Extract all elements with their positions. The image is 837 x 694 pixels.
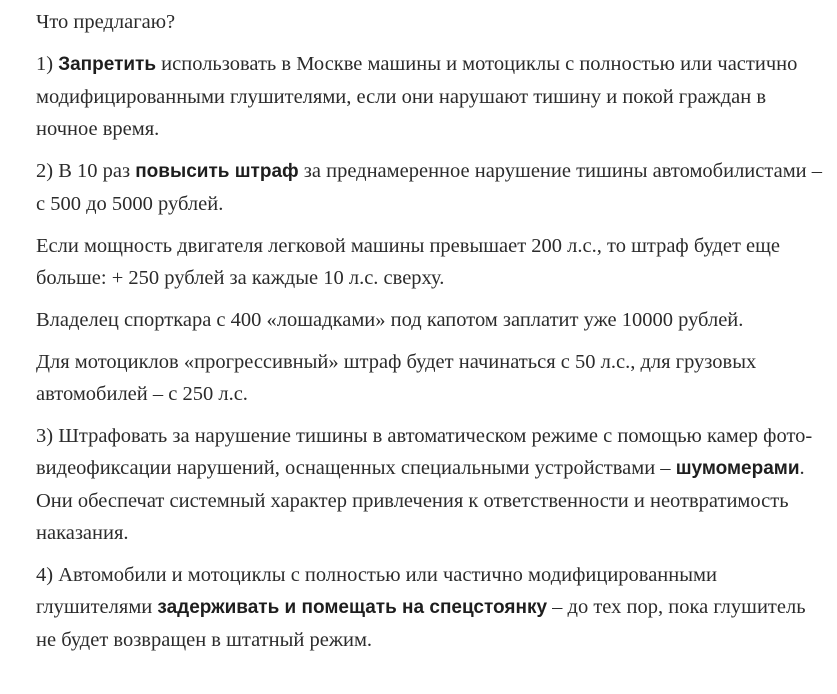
item-2-text: за преднамеренное нарушение тишины автомобилистами – с 500 до 5000 рублей. — [36, 160, 823, 215]
paragraph-engine-power: Если мощность двигателя легковой машины превышает 200 л.с., то штраф будет еще больше: + 250 рублей за каждые 10 л.с. сверху. — [36, 235, 781, 289]
item-1-text: использовать в Москве машины и мотоциклы с полностью или частично модифицированными глушителями, если они нарушают тишину и покой граждан в ночное время. — [36, 53, 798, 140]
item-2-emphasis: повысить штраф — [135, 161, 299, 182]
item-1-prefix: 1) — [36, 53, 59, 75]
paragraph-sportcar: Владелец спорткара с 400 «лошадками» под капотом заплатит уже 10000 рублей. — [36, 309, 744, 331]
item-3-prefix: 3) Штрафовать за нарушение тишины в автоматическом режиме с помощью камер фото- видеофиксации нарушений, оснащенных специальными устройствами – — [36, 425, 813, 479]
item-4-text: – до тех пор, пока глушитель не будет возвращен в штатный режим. — [36, 596, 806, 651]
item-4-emphasis: задерживать и помещать на спецстоянку — [157, 597, 548, 618]
item-3-text: . Они обеспечат системный характер привлечения к ответственности и неотвратимость наказания. — [36, 457, 805, 544]
item-1-emphasis: Запретить — [58, 54, 157, 75]
item-4-prefix: 4) Автомобили и мотоциклы с полностью или частично модифицированными глушителями — [36, 564, 717, 618]
item-2-prefix: 2) В 10 раз — [36, 160, 136, 182]
paragraph-motorcycles: Для мотоциклов «прогрессивный» штраф будет начинаться с 50 л.с., для грузовых автомобилей – с 250 л.с. — [36, 351, 757, 405]
intro-question: Что предлагаю? — [36, 11, 176, 33]
item-3-emphasis: шумомерами — [675, 458, 800, 479]
proposal-item-1 — [36, 48, 825, 145]
proposal-item-3 — [36, 420, 825, 549]
proposal-item-4 — [36, 559, 825, 656]
proposal-item-2 — [36, 155, 825, 220]
